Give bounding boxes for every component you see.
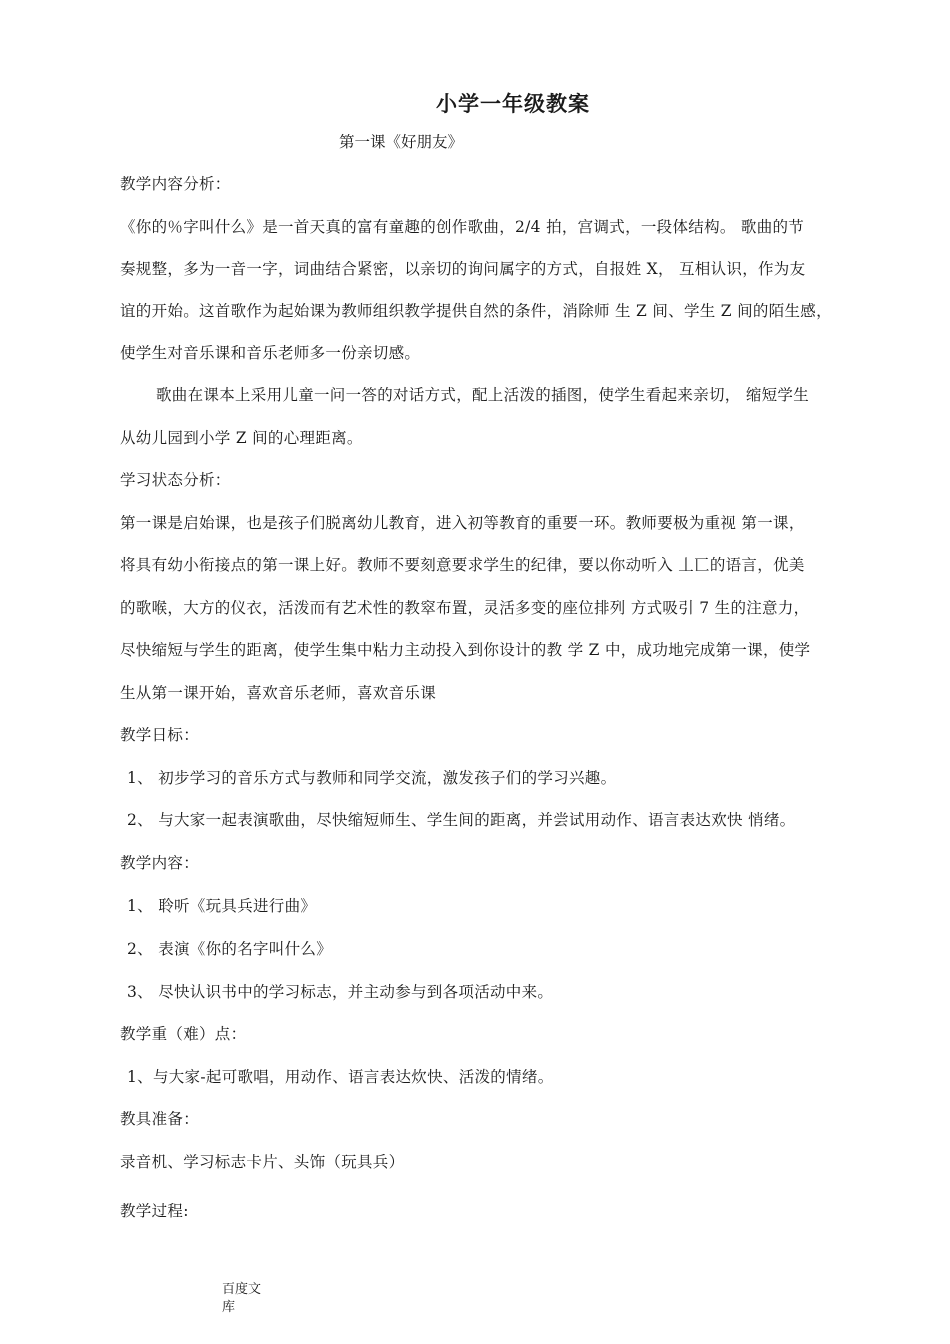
paragraph-line: 奏规整，多为一音一字，词曲结合紧密，以亲切的询问属字的方式，自报姓 X， 互相认识，作为友 <box>120 260 806 278</box>
section-heading-learning-status: 学习状态分析： <box>120 471 231 489</box>
paragraph-line: 谊的开始。这首歌作为起始课为教师组织教学提供自然的条件，消除师 生 Z 间、学生 Z 间的陌生感， <box>120 302 832 320</box>
paragraph-line: 《你的％字叫什么》是一首天真的富有童趣的创作歌曲，2/4 拍，宫调式，一段体结构。 歌曲的节 <box>120 218 805 236</box>
section-heading-teaching-content: 教学内容： <box>120 854 200 872</box>
section-heading-teaching-goals: 教学日标： <box>120 726 200 744</box>
paragraph-line: 尽快缩短与学生的距离，使学生集中粘力主动投入到你设计的教 学 Z 中，成功地完成第一课，使学 <box>120 641 811 659</box>
list-item: 2、 与大家一起表演歌曲，尽快缩短师生、学生间的距离，并尝试用动作、语言表达欢快 悄绪。 <box>127 811 796 829</box>
paragraph-line: 使学生对音乐课和音乐老师多一份亲切感。 <box>120 344 421 362</box>
paragraph-line: 歌曲在课本上采用儿童一问一答的对话方式，配上活泼的插图，使学生看起来亲切， 缩短学生 <box>156 386 810 404</box>
paragraph-line: 录音机、学习标志卡片、头饰（玩具兵） <box>120 1153 405 1171</box>
footer-line-2: 库 <box>222 1300 236 1315</box>
list-item: 1、 聆听《玩具兵进行曲》 <box>127 897 317 915</box>
paragraph-line: 第一课是启始课，也是孩子们脱离幼儿教育，进入初等教育的重要一环。教师要极为重视 第一课， <box>120 514 805 532</box>
footer-watermark <box>222 1281 261 1317</box>
paragraph-line: 的歌喉，大方的仪衣，活泼而有艺术性的教窣布置，灵活多变的座位排列 方式吸引 7 生的注意力， <box>120 599 810 617</box>
list-item: 1、 初步学习的音乐方式与教师和同学交流，激发孩子们的学习兴趣。 <box>127 769 617 787</box>
paragraph-line: 将具有幼小衔接点的第一课上好。教师不要刻意要求学生的纪律，要以你动听入 丄匸的语言，优美 <box>120 556 805 574</box>
lesson-subtitle: 第一课《好朋友》 <box>339 133 464 151</box>
section-heading-teaching-process: 教学过程: <box>120 1202 189 1220</box>
section-heading-teaching-aids: 教具准备： <box>120 1110 200 1128</box>
paragraph-line: 生从第一课开始，喜欢音乐老师，喜欢音乐课 <box>120 684 437 702</box>
section-heading-key-points: 教学重（难）点： <box>120 1025 247 1043</box>
list-item: 2、 表演《你的名字叫什么》 <box>127 940 332 958</box>
footer-line-1: 百度文 <box>222 1282 262 1297</box>
list-item: 3、 尽快认识书中的学习标志，并主动参与到各项活动中来。 <box>127 983 554 1001</box>
list-item: 1、与大家-起可歌唱，用动作、语言表达炊快、活泼的情绪。 <box>127 1068 554 1086</box>
document-title: 小学一年级教案 <box>436 92 590 116</box>
section-heading-content-analysis: 教学内容分析： <box>120 175 231 193</box>
paragraph-line: 从幼儿园到小学 Z 间的心理距离。 <box>120 429 363 447</box>
